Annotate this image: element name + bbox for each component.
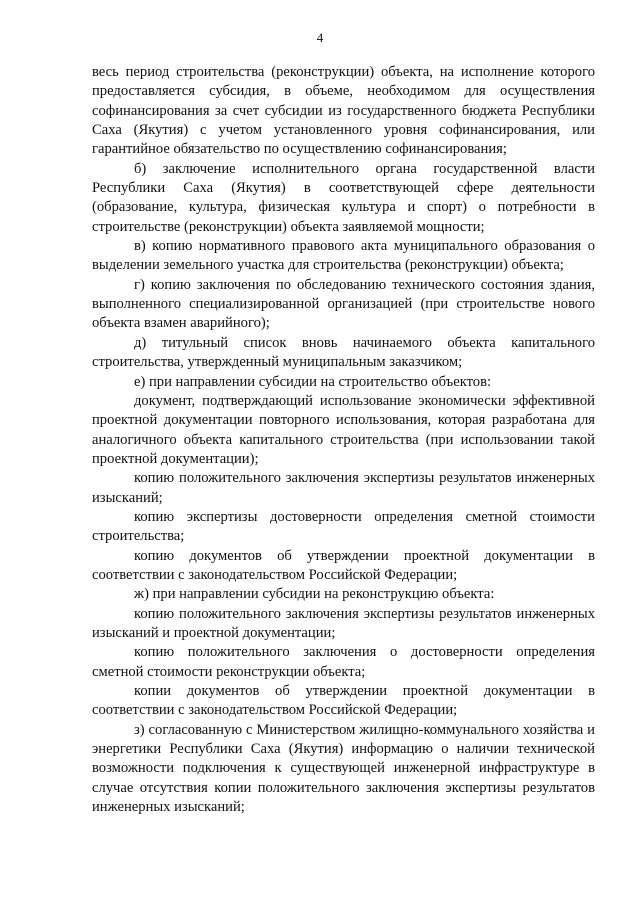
paragraph-continuation: весь период строительства (реконструкции) объекта, на исполнение которого предоставляется субсидия, в объеме, необходимом для осуществления софинансирования за счет субсидии из государственного бюджета Республики Саха (Якутия) с учетом установленного уровня софинансирования, или гарантийное обязательство по осуществлению софинансирования;: [92, 64, 595, 158]
paragraph-zh-approval-docs: копии документов об утверждении проектной документации в соответствии с законодательством Российской Федерации;: [92, 683, 595, 719]
paragraph-e-document: документ, подтверждающий использование экономически эффективной проектной документации повторного использования, которая разработана для аналогичного объекта капитального строительства (при использовании такой проектной документации);: [92, 392, 595, 467]
paragraph-e-survey-expertise: копию положительного заключения экспертизы результатов инженерных изысканий;: [92, 470, 595, 506]
paragraph-zh-survey-expertise: копию положительного заключения экспертизы результатов инженерных изысканий и проектной документации;: [92, 605, 595, 641]
paragraph-e-cost-expertise: копию экспертизы достоверности определения сметной стоимости строительства;: [92, 508, 595, 545]
document-body: [92, 63, 595, 817]
paragraph-e-approval-docs: копию документов об утверждении проектной документации в соответствии с законодательством Российской Федерации;: [92, 547, 595, 583]
page-number: 4: [316, 30, 324, 45]
paragraph-item-d: д) титульный список вновь начинаемого объекта капитального строительства, утвержденный муниципальным заказчиком;: [92, 334, 595, 371]
paragraph-item-b: б) заключение исполнительного органа государственной власти Республики Саха (Якутия) в соответствующей сфере деятельности (образование, культура, физическая культура и спорт) о потребности в строительстве (реконструкции) объекта заявляемой мощности;: [92, 160, 595, 235]
paragraph-item-e: е) при направлении субсидии на строительство объектов:: [134, 373, 492, 390]
paragraph-item-zh: ж) при направлении субсидии на реконструкцию объекта:: [134, 586, 495, 603]
paragraph-zh-cost-expertise: копию положительного заключения о достоверности определения сметной стоимости реконструкции объекта;: [92, 644, 595, 680]
paragraph-item-g: г) копию заключения по обследованию технического состояния здания, выполненного специализированной организацией (при строительстве нового объекта взамен аварийного);: [92, 276, 595, 332]
paragraph-item-z: з) согласованную с Министерством жилищно-коммунального хозяйства и энергетики Республики Саха (Якутия) информацию о наличии технической возможности подключения к существующей инженерной инфраструктуре в случае отсутствия копии положительного заключения экспертизы результатов инженерных изысканий;: [92, 721, 595, 816]
paragraph-item-v: в) копию нормативного правового акта муниципального образования о выделении земельного участка для строительства (реконструкции) объекта;: [92, 238, 595, 274]
